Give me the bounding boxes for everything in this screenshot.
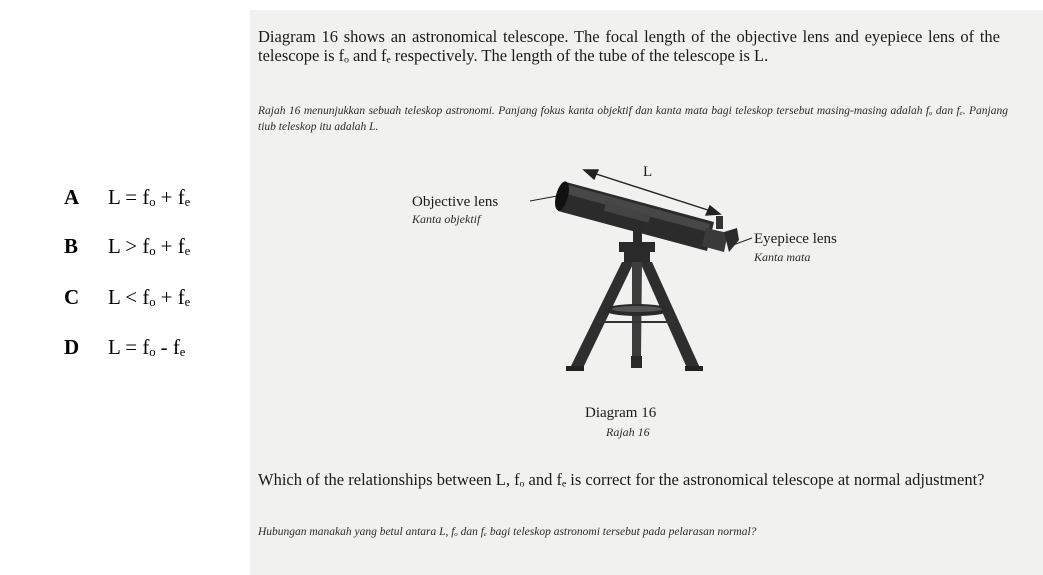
eyepiece-lens-label: Eyepiece lens [754,231,837,247]
option-d-letter: D [64,335,80,359]
tripod [566,262,703,371]
option-b-letter: B [64,234,79,258]
intro-english: Diagram 16 shows an astronomical telescope. The focal length of the objective lens and eyepiece lens of the telescope is fₒ and fₑ respectively. The length of the tube of the telescope is L. [258,27,1000,65]
option-a-text: L = fₒ + fₑ [108,185,191,209]
objective-lens-label: Objective lens [412,194,499,210]
intro-malay: Rajah 16 menunjukkan sebuah teleskop astronomi. Panjang fokus kanta objektif dan kanta mata bagi teleskop tersebut masing-masing adalah fₒ dan fₑ. Panjang tiub teleskop itu adalah L. [258,105,1008,133]
diagram-caption-malay: Rajah 16 [606,425,650,439]
diagram-caption: Diagram 16 [585,405,657,421]
stem-english: Which of the relationships between L, fₒ and fₑ is correct for the astronomical telescope at normal adjustment? [258,470,985,489]
option-d-text: L = fₒ - fₑ [108,335,186,359]
objective-leader-line [530,196,557,201]
option-c-text: L < fₒ + fₑ [108,285,191,309]
eyepiece-lens-label-malay: Kanta mata [754,250,811,264]
option-b-text: L > fₒ + fₑ [108,234,191,258]
option-a-letter: A [64,185,80,209]
option-c-letter: C [64,285,80,309]
length-label: L [643,164,653,180]
stem-malay: Hubungan manakah yang betul antara L, fₒ dan fₑ bagi teleskop astronomi tersebut pada pelarasan normal? [258,526,757,538]
objective-lens-label-malay: Kanta objektif [412,212,481,226]
